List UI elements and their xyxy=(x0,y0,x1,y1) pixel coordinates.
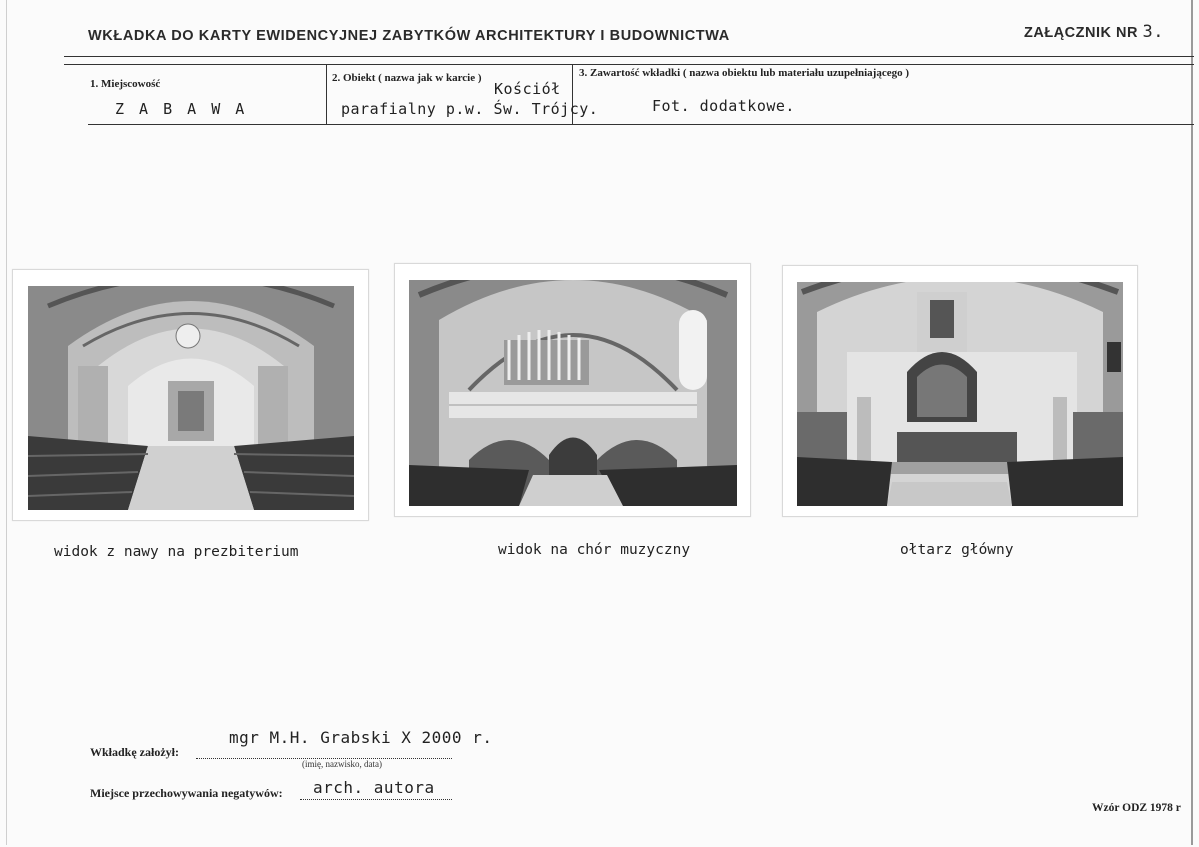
photo-choir-view xyxy=(394,263,751,517)
caption-nave-view: widok z nawy na prezbiterium xyxy=(54,544,299,560)
locality-value: Z A B A W A xyxy=(115,100,248,118)
annex-label xyxy=(1024,22,1164,42)
caption-choir-view: widok na chór muzyczny xyxy=(498,542,691,558)
main-altar-image xyxy=(797,282,1123,506)
form-title: WKŁADKA DO KARTY EWIDENCYJNEJ ZABYTKÓW ARCHITEKTURY I BUDOWNICTWA xyxy=(88,28,730,44)
field-divider-1 xyxy=(326,64,327,124)
choir-view-image xyxy=(409,280,737,506)
nave-view-image xyxy=(28,286,354,510)
locality-label: 1. Miejscowość xyxy=(90,78,161,90)
annex-label-text: ZAŁĄCZNIK NR xyxy=(1024,25,1138,41)
storage-label: Miejsce przechowywania negatywów: xyxy=(90,786,283,800)
contents-label: 3. Zawartość wkładki ( nazwa obiektu lub materiału uzupełniającego ) xyxy=(579,67,910,79)
object-label: 2. Obiekt ( nazwa jak w karcie ) xyxy=(332,72,482,84)
author-value: mgr M.H. Grabski X 2000 r. xyxy=(229,728,493,747)
storage-dotted-line xyxy=(300,799,452,800)
author-label: Wkładkę założył: xyxy=(90,745,179,759)
photo-nave-view xyxy=(12,269,369,521)
caption-main-altar: ołtarz główny xyxy=(900,542,1014,558)
annex-number: 3. xyxy=(1142,22,1164,42)
contents-value: Fot. dodatkowe. xyxy=(652,97,795,115)
header-rule xyxy=(64,56,1194,57)
storage-value: arch. autora xyxy=(313,778,435,797)
author-hint: (imię, nazwisko, data) xyxy=(302,759,382,769)
photo-main-altar xyxy=(782,265,1138,517)
form-code: Wzór ODZ 1978 r xyxy=(1092,802,1181,814)
object-value: parafialny p.w. Św. Trójcy. xyxy=(341,100,599,118)
fields-bottom-rule xyxy=(88,124,1194,125)
header-rule-2 xyxy=(64,64,1194,65)
object-value-top: Kościół xyxy=(494,80,561,98)
